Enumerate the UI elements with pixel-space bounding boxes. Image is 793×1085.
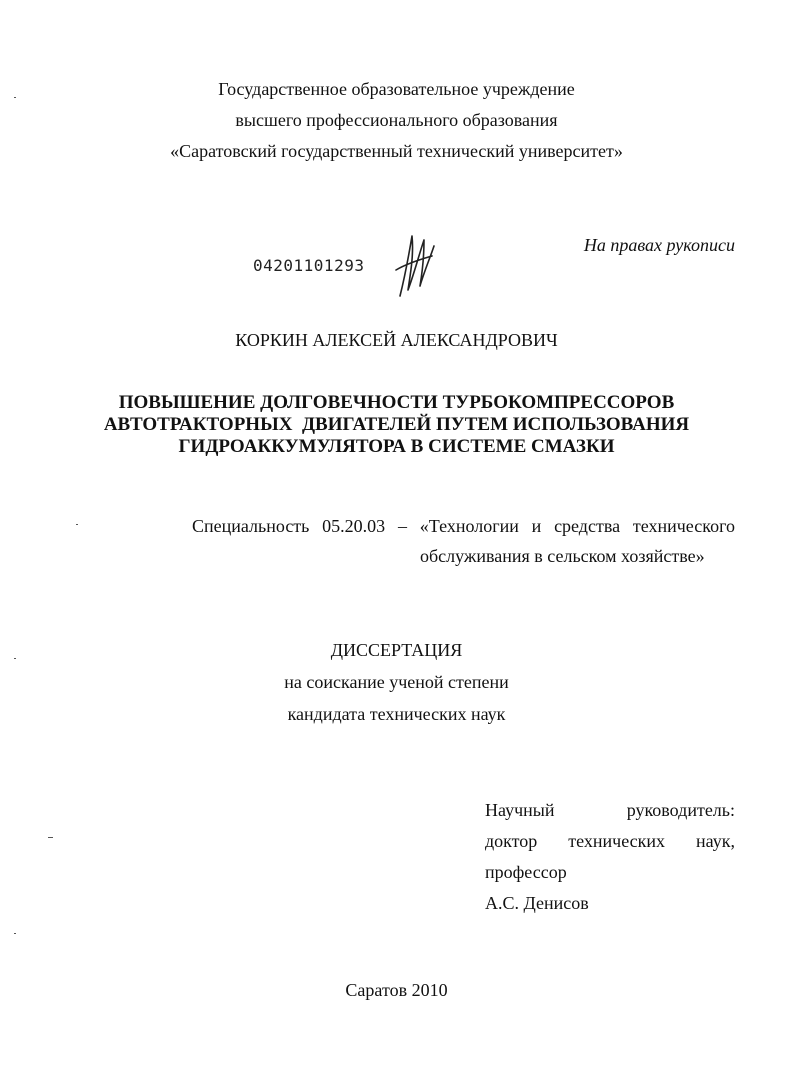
scan-speck [14,658,16,659]
author-name: КОРКИН АЛЕКСЕЙ АЛЕКСАНДРОВИЧ [235,330,558,350]
institution-line-3: «Саратовский государственный технический университет» [170,141,623,161]
title-line-2: АВТОТРАКТОРНЫХ ДВИГАТЕЛЕЙ ПУТЕМ ИСПОЛЬЗОВАНИЯ [103,414,690,435]
work-type-title: ДИССЕРТАЦИЯ [330,640,463,660]
institution-line-2: высшего профессионального образования [235,110,558,130]
supervisor-line-2: доктор технических наук, [485,831,735,851]
institution-line-1: Государственное образовательное учреждение [218,79,575,99]
specialty-line-1: Специальность 05.20.03 – «Технологии и средства технического [192,516,735,536]
dissertation-title [0,392,793,458]
degree-line-1: на соискание ученой степени [284,672,509,692]
title-line-3: ГИДРОАККУМУЛЯТОРА В СИСТЕМЕ СМАЗКИ [178,436,615,457]
specialty-line-2: обслуживания в сельском хозяйстве» [420,546,705,566]
scan-speck [76,524,78,525]
signature-icon [388,230,440,302]
rights-note: На правах рукописи [583,235,735,255]
supervisor-block [485,795,735,919]
supervisor-line-3: профессор [485,862,567,882]
supervisor-line-1: Научный руководитель: [485,800,735,820]
scan-speck [48,837,53,838]
scan-speck [14,933,16,934]
specialty-line-1-block [192,516,735,537]
scan-speck [14,97,16,98]
degree-line-2: кандидата технических наук [287,704,506,724]
institution-block [0,74,793,167]
place-year: Саратов 2010 [345,980,448,1000]
supervisor-name: А.С. Денисов [485,893,589,913]
title-line-1: ПОВЫШЕНИЕ ДОЛГОВЕЧНОСТИ ТУРБОКОМПРЕССОРОВ [118,392,675,413]
archive-code: 04201101293 [253,256,365,275]
